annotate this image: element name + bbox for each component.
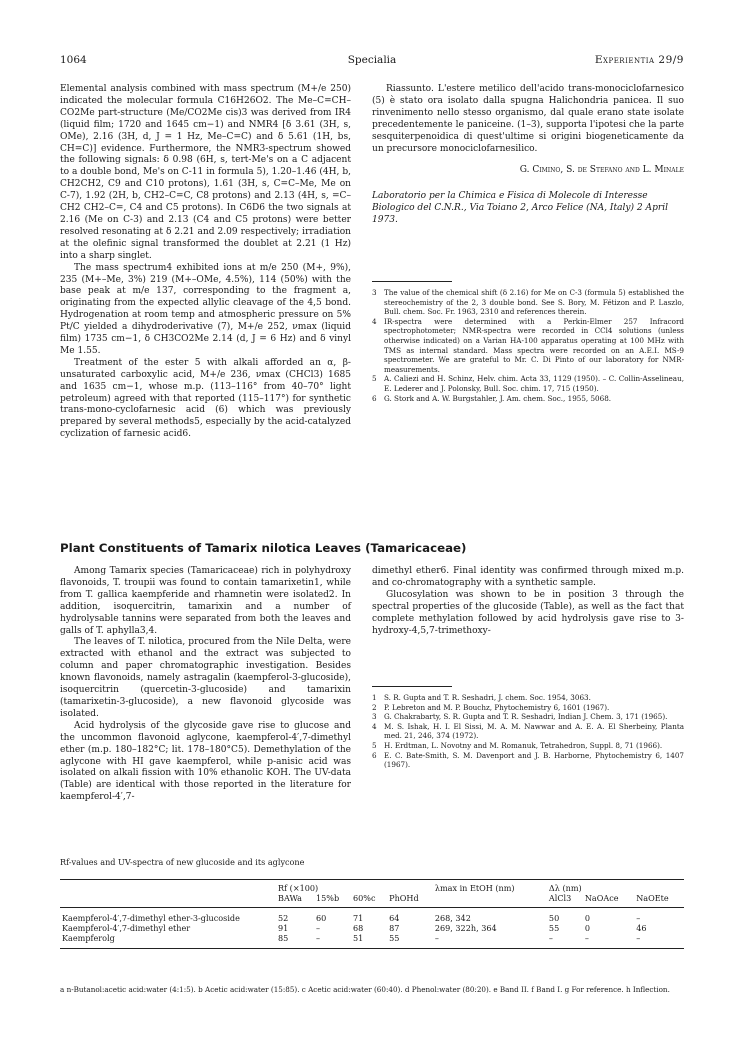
table-header-row bbox=[60, 880, 684, 894]
table-cell: – bbox=[636, 913, 641, 923]
table-cell: 55 bbox=[387, 933, 433, 949]
footnote: 4 M. S. Ishak, H. I. El Sissi, M. A. M. Nawwar and A. E. A. El Sherbeiny, Planta med. 21, 246, 374 (1972). bbox=[372, 721, 684, 741]
table-row bbox=[60, 908, 684, 924]
compound-name: Kaempferolg bbox=[60, 933, 276, 949]
table-cell: 51 bbox=[351, 933, 387, 949]
affiliation: Laboratorio per la Chimica e Fisica di Molecole di Interesse Biologico del C.N.R., Via Toiano 2, Arco Felice (NA, Italy) 2 April 1973. bbox=[372, 191, 668, 226]
page-header bbox=[60, 54, 684, 70]
article2-title: Plant Constituents of Tamarix nilotica Leaves (Tamaricaceae) bbox=[60, 541, 467, 555]
table-caption: Rf-values and UV-spectra of new glucoside and its aglycone bbox=[60, 857, 305, 867]
table-cell: 71 bbox=[353, 913, 364, 923]
column-group-delta: Δλ (nm) bbox=[547, 880, 684, 894]
article2-paragraph: Acid hydrolysis of the glycoside gave rise to glucose and the uncommon flavonoid aglycone, kaempferol-4′,7-dimethyl ether (m.p. 180–182°C; lit. 178–180°C5). Demethylation of the aglycone with HI gave kaempferol, while p-anisic acid was isolated on alkali fission with 10% ethanolic KOH. The UV-data (Table) are identical with those reported in the literature for kaempferol-4′,7- bbox=[60, 720, 351, 803]
article1-paragraph: Elemental analysis combined with mass spectrum (M+/e 250) indicated the molecular formula C16H26O2. The Me–C=CH–CO2Me part-structure (Me/CO2Me cis)3 was derived from IR4 (liquid film; 1720 and 1645 cm−1) and NMR4 [δ 3.61 (3H, s, OMe), 2.16 (3H, d, J = 1 Hz, Me–C=C) and δ 5.61 (1H, bs, CH=C)] evidence. Furthermore, the NMR3-spectrum showed the following signals: δ 0.98 (6H, s, tert-Me's on a C adjacent to a double bond, Me's on C-11 in formula 5), 1.20–1.46 (4H, b, CH2CH2, C9 and C10 protons), 1.61 (3H, s, C=C–Me, Me on C-7), 1.92 (2H, b, CH2–C=C, C8 protons) and 2.13 (4H, s, =C–CH2 CH2–C=, C4 and C5 protons). In C6D6 the two signals at 2.16 (Me on C-3) and 2.13 (C4 and C5 protons) were better resolved resonating at δ 2.21 and 2.09 respectively; irradiation at the olefinic signal transformed the doublet at 2.21 (1 Hz) into a sharp singlet. bbox=[60, 84, 351, 261]
footnote-rule bbox=[372, 686, 452, 687]
footnote: 3 G. Chakrabarty, S. R. Gupta and T. R. Seshadri, Indian J. Chem. 3, 171 (1965). bbox=[372, 712, 668, 722]
table-cell: 68 bbox=[353, 923, 364, 933]
column-group-rf: Rf (×100) bbox=[276, 880, 433, 894]
compound-name: Kaempferol-4′,7-dimethyl ether bbox=[62, 923, 191, 933]
article2-paragraph: The leaves of T. nilotica, procured from the Nile Delta, were extracted with ethanol and the extract was subjected to column and paper chromatographic investigation. Besides known flavonoids, namely astragalin (kaempferol-3-glucoside), isoquercitrin (quercetin-3-glucoside) and tamarixin (tamarixetin-3-glucoside), a new flavonoid glycoside was isolated. bbox=[60, 637, 351, 719]
footnote-rule bbox=[372, 281, 452, 282]
article2-footnotes bbox=[372, 693, 684, 770]
journal-issue: Experientia 29/9 bbox=[594, 54, 684, 66]
column-header: PhOHd bbox=[387, 893, 433, 908]
authors: G. Cimino, S. de Stefano and L. Minale bbox=[519, 165, 684, 176]
column-header bbox=[433, 893, 547, 908]
column-group-lambda: λmax in EtOH (nm) bbox=[433, 880, 547, 894]
table-cell: 55 bbox=[548, 923, 560, 933]
table-cell: 268, 342 bbox=[434, 913, 471, 923]
footnote: 6 G. Stork and A. W. Burgstahler, J. Am. chem. Soc., 1955, 5068. bbox=[372, 393, 612, 403]
article1-paragraph: The mass spectrum4 exhibited ions at m/e 250 (M+, 9%), 235 (M+–Me, 3%) 219 (M+–OMe, 4.5%), 114 (50%) with the base peak at m/e 137, corresponding to the fragment a, originating from the expected allylic cleavage of the 4,5 bond. Hydrogenation at room temp and atmospheric pressure on 5% Pt/C yielded a dihydroderivative (7), M+/e 252, νmax (liquid film) 1735 cm−1, δ CH3CO2Me 2.14 (d, J = 6 Hz) and δ vinyl Me 1.55. bbox=[60, 262, 351, 356]
table-cell: – bbox=[634, 933, 684, 949]
table-row bbox=[60, 933, 684, 949]
table-cell: 46 bbox=[636, 923, 647, 933]
table-cell: 52 bbox=[278, 913, 289, 923]
table-header-row bbox=[60, 893, 684, 908]
table-row bbox=[60, 923, 684, 933]
table-cell: 0 bbox=[584, 913, 590, 923]
article2-paragraph: Glucosylation was shown to be in position 3 through the spectral properties of the glucoside (Table), as well as the fact that complete methylation followed by acid hydrolysis gave rise to 3-hydroxy-4,5,7-trimethoxy- bbox=[372, 589, 684, 636]
table-cell: – bbox=[583, 933, 634, 949]
table-cell: 87 bbox=[389, 923, 400, 933]
column-header: NaOEte bbox=[634, 893, 684, 908]
footnote: 6 E. C. Bate-Smith, S. M. Davenport and J. B. Harborne, Phytochemistry 6, 1407 (1967). bbox=[372, 750, 684, 770]
table-cell: 85 bbox=[276, 933, 314, 949]
table-cell: – bbox=[433, 933, 547, 949]
article2-right-column bbox=[372, 566, 684, 637]
footnote: 5 H. Erdtman, L. Novotny and M. Romanuk, Tetrahedron, Suppl. 8, 71 (1966). bbox=[372, 740, 663, 750]
page-number: 1064 bbox=[60, 54, 87, 66]
table-cell: 91 bbox=[278, 923, 289, 933]
column-header: BAWa bbox=[276, 893, 314, 908]
footnote: 2 P. Lebreton and M. P. Bouchz, Phytochemistry 6, 1601 (1967). bbox=[372, 702, 610, 712]
table-cell: 50 bbox=[548, 913, 560, 923]
footnote: 1 S. R. Gupta and T. R. Seshadri, J. chem. Soc. 1954, 3063. bbox=[372, 693, 591, 702]
column-header: NaOAce bbox=[583, 893, 634, 908]
article1-right-column bbox=[372, 84, 684, 227]
table-cell: 64 bbox=[389, 913, 400, 923]
article1-left-column bbox=[60, 84, 351, 441]
table-cell: 269, 322h, 364 bbox=[434, 923, 497, 933]
riassunto: Riassunto. L'estere metilico dell'acido trans-monociclofarnesico (5) è stato ora isolato dalla spugna Halichondria panicea. Il suo rinvenimento nello stesso organismo, dal quale erano state isolate precedentemente le paniceine. (1–3), supporta l'ipotesi che la parte sesquiterpenoidica di quest'ultime si origini biogeneticamente da un precursore monociclofarnesilico. bbox=[372, 84, 684, 154]
table-cell: 0 bbox=[584, 923, 590, 933]
table-notes: a n-Butanol:acetic acid:water (4:1:5). b Acetic acid:water (15:85). c Acetic acid:water (60:40). d Phenol:water (80:20). e Band II. f Band I. g For reference. h Inflection. bbox=[60, 985, 670, 994]
article2-paragraph: dimethyl ether6. Final identity was confirmed through mixed m.p. and co-chromatography with a synthetic sample. bbox=[372, 566, 684, 588]
column-header: 60%c bbox=[351, 893, 387, 908]
footnote: 4 IR-spectra were determined with a Perkin-Elmer 257 Infracord spectrophotometer; NMR-spectra were recorded in CCl4 solutions (unless otherwise indicated) on a Varian HA-100 apparatus operating at 100 MHz with TMS as internal standard. Mass spectra were recorded on an A.E.I. MS-9 spectrometer. We are grateful to Mr. C. Di Pinto of our laboratory for NMR-measurements. bbox=[372, 316, 684, 374]
article1-paragraph: Treatment of the ester 5 with alkali afforded an α, β-unsaturated carboxylic acid, M+/e 236, νmax (CHCl3) 1685 and 1635 cm−1, whose m.p. (113–116° from 40–70° light petroleum) agreed with that reported (115–117°) for synthetic trans-mono-cyclofarnesic acid (6) which was previously prepared by several methods5, especially by the acid-catalyzed cyclization of farnesic acid6. bbox=[60, 357, 351, 440]
table-cell: – bbox=[316, 923, 321, 933]
footnote: 3 The value of the chemical shift (δ 2.16) for Me on C-3 (formula 5) established the stereochemistry of the 2, 3 double bond. See S. Bory, M. Fétizon and P. Laszlo, Bull. chem. Soc. Fr. 1963, 2310 and references therein. bbox=[372, 288, 684, 317]
journal-section: Specialia bbox=[347, 54, 397, 66]
table-cell: – bbox=[547, 933, 583, 949]
article2-paragraph: Among Tamarix species (Tamaricaceae) rich in polyhydroxy flavonoids, T. troupii was found to contain tamarixetin1, while from T. gallica kaempferide and rhamnetin were isolated2. In addition, isoquercitrin, tamarixin and a number of hydrolysable tannins were separated from both the leaves and galls of T. aphylla3,4. bbox=[60, 566, 351, 636]
compound-name: Kaempferol-4′,7-dimethyl ether-3-glucoside bbox=[62, 913, 240, 923]
footnote: 5 A. Caliezi and H. Schinz, Helv. chim. Acta 33, 1129 (1950). – C. Collin-Asselineau, E. Lederer and J. Polonsky, Bull. Soc. chim. 17, 715 (1950). bbox=[372, 374, 684, 393]
column-header: 15%b bbox=[314, 893, 351, 908]
article2-left-column bbox=[60, 566, 351, 804]
table-cell: 60 bbox=[316, 913, 327, 923]
table-cell: – bbox=[314, 933, 351, 949]
column-header: AlCl3 bbox=[547, 893, 583, 908]
article1-footnotes bbox=[372, 288, 684, 403]
rf-uv-table bbox=[60, 879, 684, 949]
